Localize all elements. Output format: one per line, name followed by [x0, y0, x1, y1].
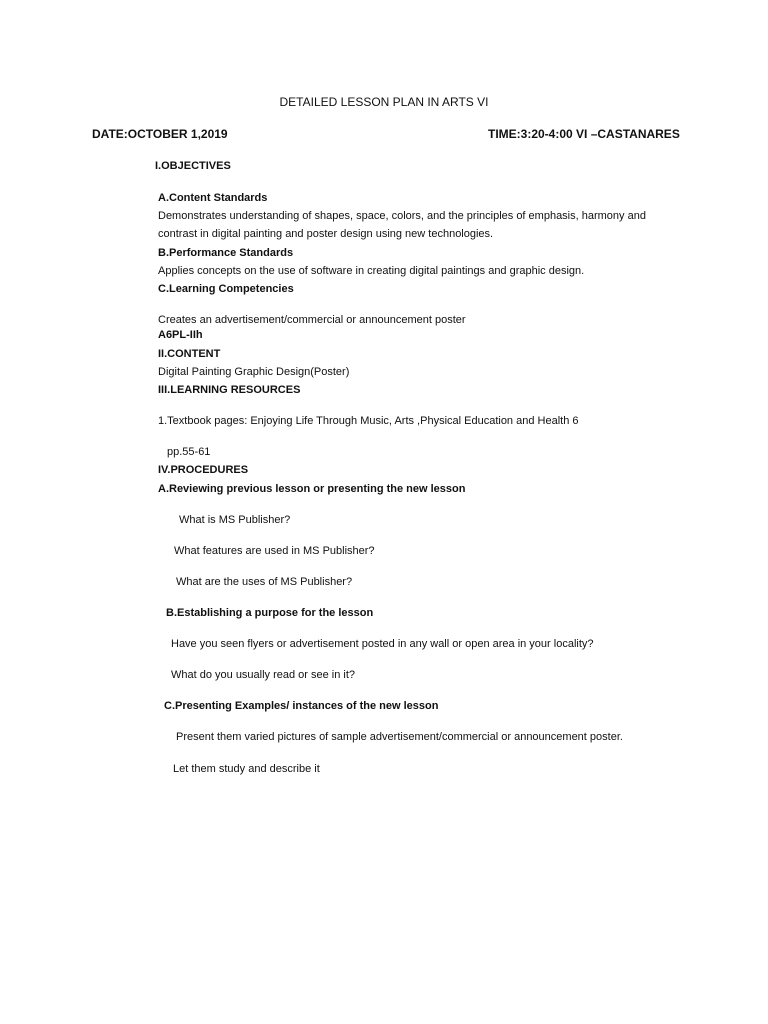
presenting-text-1: Present them varied pictures of sample advertisement/commercial or announcement poster. [176, 731, 623, 743]
textbook-reference: 1.Textbook pages: Enjoying Life Through Music, Arts ,Physical Education and Health 6 [158, 415, 579, 427]
purpose-question-1: Have you seen flyers or advertisement posted in any wall or open area in your locality? [171, 638, 594, 650]
objectives-heading: I.OBJECTIVES [155, 160, 231, 172]
content-standards-text-line-2: contrast in digital painting and poster design using new technologies. [158, 228, 494, 240]
learning-competencies-heading: C.Learning Competencies [158, 283, 294, 295]
review-question-2: What features are used in MS Publisher? [174, 545, 375, 557]
performance-standards-text: Applies concepts on the use of software in creating digital paintings and graphic design. [158, 265, 585, 277]
content-text: Digital Painting Graphic Design(Poster) [158, 366, 350, 378]
content-standards-text-line-1: Demonstrates understanding of shapes, space, colors, and the principles of emphasis, harmony and [158, 210, 646, 222]
learning-resources-heading: III.LEARNING RESOURCES [158, 384, 301, 396]
establishing-purpose-heading: B.Establishing a purpose for the lesson [166, 607, 374, 619]
content-heading: II.CONTENT [158, 348, 221, 360]
learning-competencies-text: Creates an advertisement/commercial or announcement poster [158, 314, 466, 326]
review-question-3: What are the uses of MS Publisher? [176, 576, 353, 588]
presenting-examples-heading: C.Presenting Examples/ instances of the new lesson [164, 700, 439, 712]
purpose-question-2: What do you usually read or see in it? [171, 669, 356, 681]
document-title: DETAILED LESSON PLAN IN ARTS VI [279, 95, 489, 109]
performance-standards-heading: B.Performance Standards [158, 247, 294, 259]
procedures-heading: IV.PROCEDURES [158, 464, 249, 476]
content-standards-heading: A.Content Standards [158, 192, 268, 204]
competency-code: A6PL-IIh [158, 329, 203, 341]
reviewing-heading: A.Reviewing previous lesson or presenting the new lesson [158, 483, 466, 495]
lesson-time-section: TIME:3:20-4:00 VI –CASTANARES [488, 127, 680, 141]
lesson-date: DATE:OCTOBER 1,2019 [92, 127, 228, 141]
review-question-1: What is MS Publisher? [179, 514, 291, 526]
presenting-text-2: Let them study and describe it [173, 763, 320, 775]
textbook-pages: pp.55-61 [167, 446, 211, 458]
